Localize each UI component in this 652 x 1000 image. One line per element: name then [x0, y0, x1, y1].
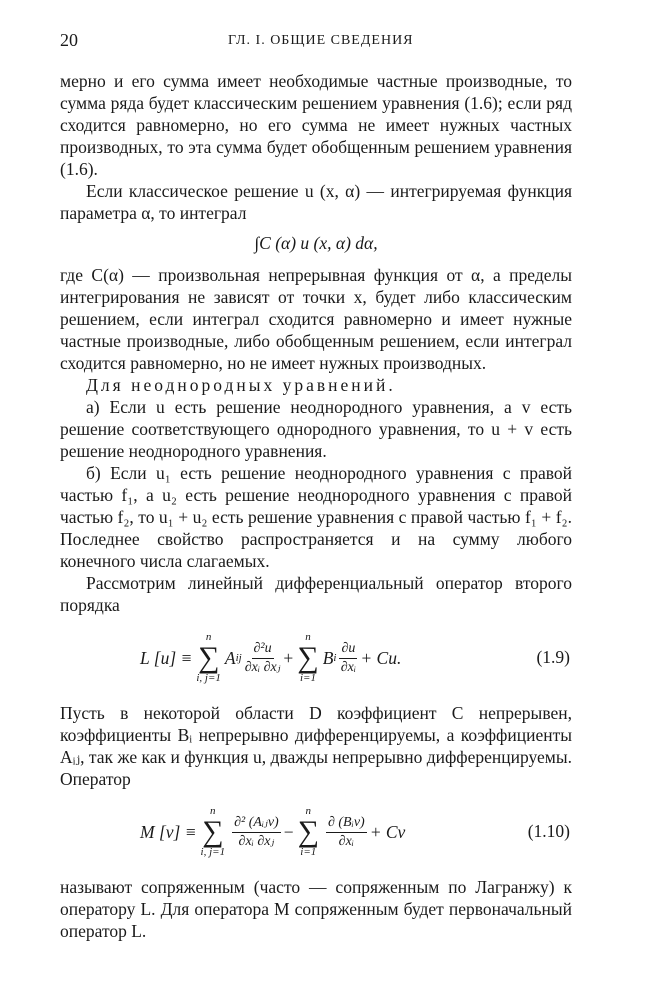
eq110-frac1-num: ∂² (Aᵢⱼv): [232, 815, 281, 832]
paragraph-adjoint: называют сопряженным (часто — сопряженным по Лагранжу) к оператору L. Для оператора M сопряженным будет первоначальный оператор L.: [60, 877, 572, 941]
eq19-coef-b: B: [322, 648, 334, 668]
eq110-sum2: [298, 806, 319, 858]
eq110-frac2-den: ∂xᵢ: [338, 833, 355, 849]
eq110-sum1-sign: ∑: [202, 815, 224, 848]
eq19-plus: +: [283, 648, 294, 668]
eq19-coef-a-sub: ij: [235, 652, 242, 664]
integral-formula: ∫C (α) u (x, α) dα,: [254, 233, 378, 253]
eq110-sum2-bottom: i=1: [300, 846, 317, 858]
eq110-frac1: [232, 815, 281, 849]
eq19-frac1-den: ∂xᵢ ∂xⱼ: [244, 659, 281, 675]
eq19-coef-b-sub: i: [333, 652, 337, 664]
paragraph-3: где C(α) — произвольная непрерывная функция от α, а пределы интегрирования не зависят от точки x, будет либо классическим решением, если интеграл сходится равномерно и имеет нужные частные производные, либо обобщенным решением, если интеграл сходится равномерно, но не имеет нужных производных.: [60, 265, 572, 373]
eq110-sum1-top: n: [210, 805, 216, 817]
eq110-frac2-num: ∂ (Bᵢv): [326, 815, 367, 832]
eq110-minus: −: [283, 822, 294, 842]
eq110-frac1-den: ∂xᵢ ∂xⱼ: [238, 833, 275, 849]
eq110-tail: + Cv: [369, 822, 406, 842]
eq19-sum2-top: n: [305, 631, 311, 643]
paragraph-operator-intro: Рассмотрим линейный дифференциальный оператор второго порядка: [60, 573, 572, 615]
eq110-sum2-top: n: [305, 805, 312, 817]
section-heading-inhomogeneous: Для неоднородных уравнений.: [86, 375, 396, 395]
eq110-lhs: M [v] ≡: [140, 822, 197, 842]
eq19-frac2-num: ∂u: [339, 641, 357, 658]
page-header: [60, 30, 580, 56]
eq19-sum1-sign: ∑: [197, 641, 220, 674]
eq110-sum1: [201, 806, 226, 858]
eq19-sum2-bottom: i=1: [300, 672, 316, 684]
eq19-frac1: [245, 641, 281, 675]
paragraph-item-a: а) Если u есть решение неоднородного уравнения, а v есть решение соответствующего однородного уравнения, то u + v есть решение неоднородного уравнения.: [60, 397, 572, 461]
eq110-sum2-sign: ∑: [297, 815, 319, 848]
paragraph-item-b: б) Если u₁ есть решение неоднородного уравнения с правой частью f₁, а u₂ есть решение неоднородного уравнения с правой частью f₂, то u₁ + u₂ есть решение уравнения с правой частью f₁ + f₂. Последнее свойство распространяется и на сумму любого конечного числа слагаемых.: [60, 463, 572, 571]
eq19-sum2-sign: ∑: [297, 641, 319, 674]
eq110-number: (1.10): [527, 821, 570, 841]
page-number: 20: [60, 30, 78, 50]
page-body: [60, 70, 572, 942]
eq19-sum2: [297, 632, 318, 684]
eq19-sum1: [196, 632, 221, 684]
eq19-sum1-bottom: i, j=1: [196, 672, 221, 684]
eq110-frac2: [326, 815, 367, 849]
eq110-sum1-bottom: i, j=1: [200, 846, 226, 858]
paragraph-conditions: Пусть в некоторой области D коэффициент C непрерывен, коэффициенты Bᵢ непрерывно дифференцируемы, а коэффициенты Aᵢⱼ, так же как и функция u, дважды непрерывно дифференцируемы. Оператор: [60, 703, 572, 789]
eq19-sum1-top: n: [205, 631, 212, 643]
equation-1-10: [60, 794, 572, 870]
eq19-frac1-num: ∂²u: [252, 641, 274, 658]
running-head: ГЛ. I. ОБЩИЕ СВЕДЕНИЯ: [228, 33, 414, 48]
paragraph-2: Если классическое решение u (x, α) — интегрируемая функция параметра α, то интеграл: [60, 181, 572, 223]
equation-1-9: [60, 620, 572, 696]
eq19-frac2: [339, 641, 357, 675]
eq19-frac2-den: ∂xᵢ: [340, 659, 357, 675]
eq19-tail: + Cu.: [360, 648, 402, 668]
paragraph-1: мерно и его сумма имеет необходимые частные производные, то сумма ряда будет классическим решением уравнения (1.6); если ряд сходится равномерно, но его сумма не имеет нужных частных производных, то эта сумма будет обобщенным решением уравнения (1.6).: [60, 71, 572, 179]
eq19-lhs: L [u] ≡: [140, 648, 193, 668]
eq19-number: (1.9): [536, 647, 570, 667]
eq19-coef-a: A: [224, 648, 236, 668]
